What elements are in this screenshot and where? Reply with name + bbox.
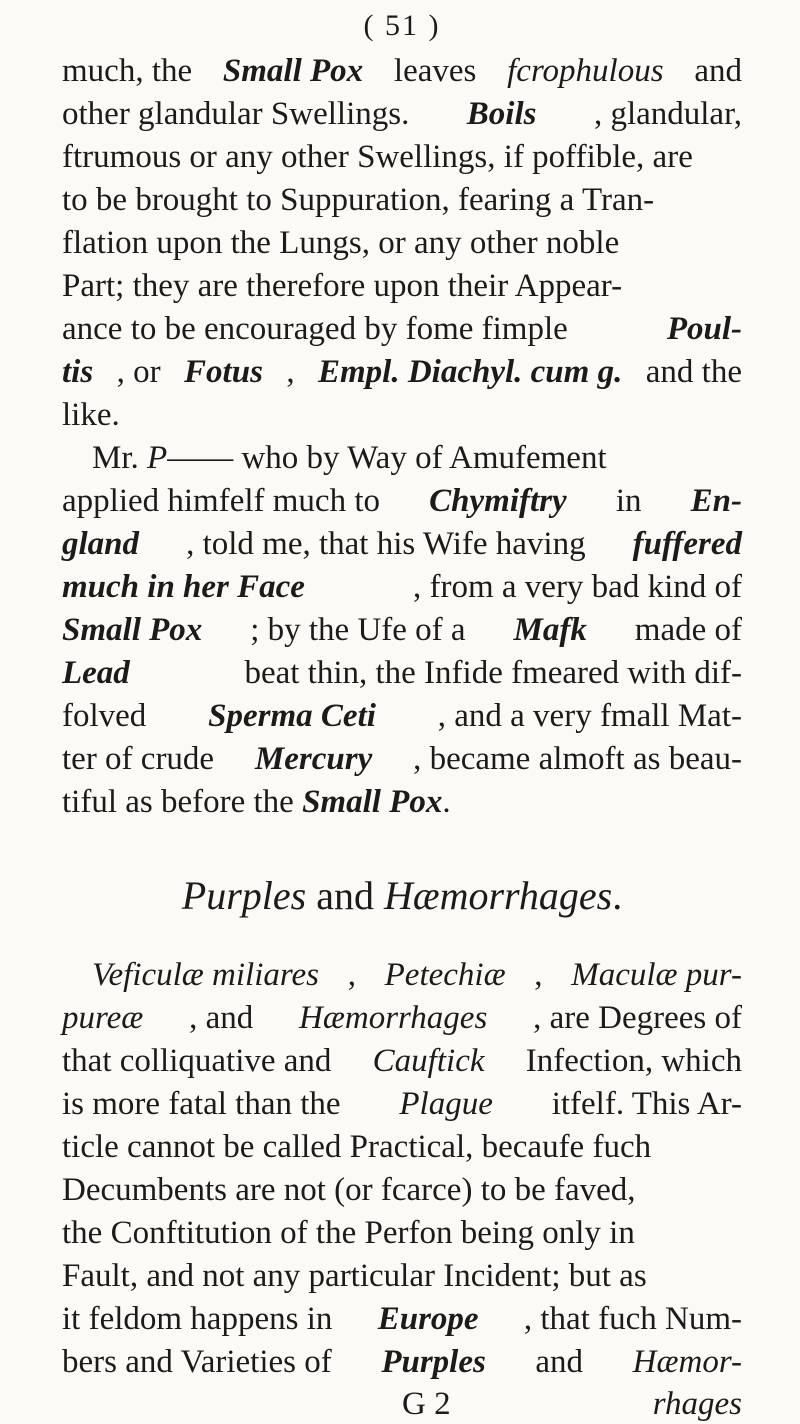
text-run: , that fuch Num- <box>523 1301 742 1337</box>
text-run: —— who by Way of Amufement <box>167 440 607 476</box>
italic-text: pureæ <box>62 1000 144 1036</box>
text-run: is more fatal than the <box>62 1086 341 1122</box>
text-run: Part; they are therefore upon their Appear- <box>62 268 623 304</box>
italic-text: Maculæ pur- <box>571 957 742 993</box>
italic-text: Mafk <box>513 612 587 648</box>
book-page <box>62 0 742 1422</box>
italic-text: Hæmor- <box>632 1344 742 1380</box>
text-run: and <box>694 53 742 89</box>
text-run: , or <box>116 354 161 390</box>
text-run: other glandular Swellings. <box>62 96 410 132</box>
text-line <box>62 652 742 695</box>
italic-text: fcrophulous <box>507 53 664 89</box>
heading-word: and <box>306 873 384 918</box>
text-run: , <box>347 957 356 993</box>
text-run: beat thin, the Infide fmeared with dif- <box>244 655 742 691</box>
text-run: much, the <box>62 53 193 89</box>
text-run: ance to be encouraged by fome fimple <box>62 311 568 347</box>
italic-text: much in her Face <box>62 569 305 605</box>
italic-text: Plague <box>399 1086 493 1122</box>
text-line <box>62 695 742 738</box>
paragraph-2 <box>62 437 742 824</box>
text-run: like. <box>62 397 120 433</box>
text-run: , <box>534 957 543 993</box>
italic-text: Petechiæ <box>384 957 506 993</box>
text-line <box>62 566 742 609</box>
italic-text: Sperma Ceti <box>208 698 376 734</box>
text-line <box>62 609 742 652</box>
italic-text: Small Pox <box>222 53 364 89</box>
italic-text: Boils <box>466 96 537 132</box>
text-run: in <box>615 483 642 519</box>
text-line <box>62 1169 742 1212</box>
text-run: , and a very fmall Mat- <box>437 698 742 734</box>
text-run: , and <box>189 1000 254 1036</box>
text-run: ftrumous or any other Swellings, if poffible, are <box>62 139 693 175</box>
text-line <box>62 308 742 351</box>
text-run: to be brought to Suppuration, fearing a Tran- <box>62 182 655 218</box>
text-run: and <box>535 1344 584 1380</box>
text-line <box>62 1341 742 1384</box>
text-run: , <box>286 354 295 390</box>
italic-text: tis <box>62 354 94 390</box>
text-run: , told me, that his Wife having <box>186 526 586 562</box>
italic-text: Small Pox <box>302 784 443 820</box>
text-line <box>62 997 742 1040</box>
text-line <box>62 1040 742 1083</box>
text-run: applied himfelf much to <box>62 483 380 519</box>
text-line <box>62 1083 742 1126</box>
text-run: tiful as before the <box>62 784 303 820</box>
italic-text: Chymiftry <box>429 483 567 519</box>
heading-word: Hæmorrhages <box>384 873 613 918</box>
catchword: rhages <box>652 1386 742 1422</box>
text-run: Fault, and not any particular Incident; but as <box>62 1258 647 1294</box>
italic-text: fuffered <box>632 526 742 562</box>
text-line <box>62 179 742 222</box>
page-number: ( 51 ) <box>363 9 441 42</box>
text-line <box>62 1126 742 1169</box>
text-run: bers and Varieties of <box>62 1344 332 1380</box>
text-run: it feldom happens in <box>62 1301 333 1337</box>
text-line <box>62 1298 742 1341</box>
text-run: that colliquative and <box>62 1043 332 1079</box>
text-run: Infection, which <box>525 1043 742 1079</box>
text-line <box>62 1212 742 1255</box>
text-line <box>62 265 742 308</box>
italic-text: Hæmorrhages <box>299 1000 488 1036</box>
text-run: ticle cannot be called Practical, becaufe fuch <box>62 1129 652 1165</box>
text-run: flation upon the Lungs, or any other noble <box>62 225 620 261</box>
italic-text: Purples <box>381 1344 486 1380</box>
paragraph-3 <box>62 954 742 1384</box>
page-footer <box>62 1384 742 1424</box>
italic-text: Poul- <box>666 311 742 347</box>
italic-text: Empl. Diachyl. cum g. <box>318 354 623 390</box>
text-run: , glandular, <box>593 96 742 132</box>
text-run: Decumbents are not (or fcarce) to be faved, <box>62 1172 636 1208</box>
paragraph-1 <box>62 50 742 437</box>
text-run: , from a very bad kind of <box>413 569 742 605</box>
text-line <box>62 480 742 523</box>
text-line <box>62 50 742 93</box>
text-line <box>62 1255 742 1298</box>
text-run: itfelf. This Ar- <box>551 1086 742 1122</box>
text-run: , became almoft as beau- <box>413 741 742 777</box>
italic-text: En- <box>690 483 742 519</box>
signature-mark: G 2 <box>402 1386 451 1422</box>
heading-punctuation: . <box>612 873 623 918</box>
text-line <box>62 93 742 136</box>
italic-text: Fotus <box>184 354 263 390</box>
text-run: , are Degrees of <box>533 1000 742 1036</box>
italic-text: Veficulæ miliares <box>92 957 320 993</box>
text-run: made of <box>634 612 742 648</box>
text-run: leaves <box>393 53 477 89</box>
italic-text: P <box>147 440 168 476</box>
italic-text: Mercury <box>254 741 373 777</box>
text-run: . <box>442 784 451 820</box>
section-heading <box>62 866 742 926</box>
text-line <box>62 954 742 997</box>
text-run: folved <box>62 698 147 734</box>
italic-text: Small Pox <box>62 612 203 648</box>
text-line <box>62 523 742 566</box>
text-line <box>62 781 742 824</box>
text-line <box>62 351 742 394</box>
heading-word: Purples <box>181 873 307 918</box>
italic-text: Europe <box>377 1301 479 1337</box>
text-run: Mr. <box>92 440 148 476</box>
text-line <box>62 136 742 179</box>
italic-text: Lead <box>62 655 130 691</box>
text-line <box>62 437 742 480</box>
text-line <box>62 222 742 265</box>
text-line <box>62 394 742 437</box>
text-run: ter of crude <box>62 741 215 777</box>
text-run: the Conftitution of the Perfon being only in <box>62 1215 635 1251</box>
text-run: ; by the Ufe of a <box>250 612 466 648</box>
text-run: and the <box>645 354 742 390</box>
italic-text: gland <box>62 526 140 562</box>
italic-text: Cauftick <box>372 1043 485 1079</box>
text-line <box>62 738 742 781</box>
